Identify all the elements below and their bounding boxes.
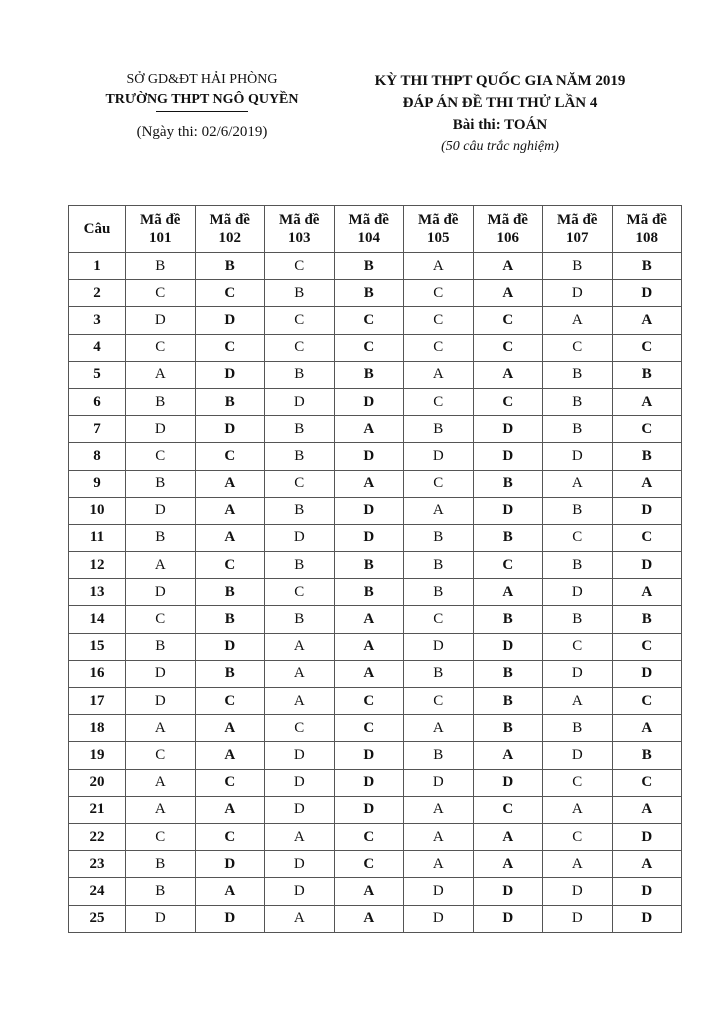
answer-cell: C [334,334,404,361]
answer-cell: A [334,905,404,932]
answer-cell: D [195,361,265,388]
answer-cell: C [543,769,613,796]
question-number: 5 [69,361,126,388]
answer-cell: C [126,823,196,850]
answer-cell: C [404,307,474,334]
answer-cell: A [543,307,613,334]
answer-cell: A [334,633,404,660]
subject: Bài thi: TOÁN [452,117,548,133]
table-row [69,280,682,307]
question-number: 21 [69,796,126,823]
answer-cell: C [265,334,335,361]
answer-cell: B [195,579,265,606]
answer-cell: B [612,253,682,280]
answer-cell: A [126,552,196,579]
answer-cell: B [265,416,335,443]
answer-cell: C [543,633,613,660]
answer-cell: D [195,307,265,334]
answer-cell: A [404,796,474,823]
answer-cell: A [473,851,543,878]
question-number: 2 [69,280,126,307]
answer-cell: D [334,742,404,769]
answer-cell: D [543,660,613,687]
answer-cell: B [543,497,613,524]
answer-cell: A [195,742,265,769]
header-left [92,70,312,141]
answer-cell: D [265,742,335,769]
answer-cell: D [265,878,335,905]
answer-cell: B [265,280,335,307]
answer-cell: B [265,552,335,579]
question-number: 9 [69,470,126,497]
answer-cell: D [543,905,613,932]
answer-cell: B [404,579,474,606]
answer-cell: C [195,280,265,307]
table-row [69,823,682,850]
answer-cell: B [404,742,474,769]
answer-cell: C [195,769,265,796]
question-number: 15 [69,633,126,660]
answer-cell: C [126,606,196,633]
code-column-header: Mã đề 101 [126,206,196,253]
answer-cell: C [612,416,682,443]
answer-cell: D [334,497,404,524]
answer-cell: B [126,878,196,905]
answer-cell: D [195,633,265,660]
answer-cell: A [612,579,682,606]
answer-cell: A [126,796,196,823]
answer-cell: C [612,688,682,715]
table-row [69,715,682,742]
code-column-header: Mã đề 103 [265,206,335,253]
department-name: SỞ GD&ĐT HẢI PHÒNG [126,72,278,87]
table-row [69,660,682,687]
question-number: 13 [69,579,126,606]
table-row [69,470,682,497]
answer-table-body [69,253,682,933]
answer-cell: D [195,416,265,443]
answer-cell: A [543,688,613,715]
table-row [69,552,682,579]
answer-cell: C [612,633,682,660]
code-column-header: Mã đề 104 [334,206,404,253]
answer-cell: A [195,878,265,905]
answer-cell: B [265,361,335,388]
header-right [350,70,650,158]
answer-cell: A [265,905,335,932]
question-count: (50 câu trắc nghiệm) [441,139,559,154]
table-header-row [69,206,682,253]
answer-cell: B [126,524,196,551]
answer-cell: B [473,715,543,742]
answer-cell: B [473,606,543,633]
answer-cell: A [195,470,265,497]
answer-cell: A [473,253,543,280]
table-row [69,524,682,551]
answer-cell: B [543,253,613,280]
code-column-header: Mã đề 106 [473,206,543,253]
answer-cell: B [612,606,682,633]
answer-cell: C [265,253,335,280]
answer-cell: C [265,579,335,606]
answer-cell: A [195,796,265,823]
answer-cell: A [334,470,404,497]
answer-cell: C [543,823,613,850]
answer-cell: C [334,307,404,334]
answer-cell: C [404,470,474,497]
answer-cell: A [404,253,474,280]
answer-cell: B [265,606,335,633]
exam-date: (Ngày thi: 02/6/2019) [136,124,268,140]
answer-cell: A [612,307,682,334]
table-row [69,443,682,470]
answer-cell: A [404,361,474,388]
table-row [69,606,682,633]
table-row [69,688,682,715]
answer-cell: D [195,851,265,878]
answer-cell: C [334,688,404,715]
answer-cell: B [195,388,265,415]
answer-cell: B [543,715,613,742]
answer-cell: D [126,497,196,524]
answer-cell: A [612,388,682,415]
answer-cell: A [404,823,474,850]
answer-cell: B [543,388,613,415]
answer-cell: C [126,280,196,307]
answer-cell: D [265,388,335,415]
question-column-header: Câu [69,206,126,253]
answer-cell: D [612,905,682,932]
answer-cell: C [195,552,265,579]
answer-cell: C [334,851,404,878]
answer-cell: D [612,552,682,579]
answer-cell: B [334,280,404,307]
answer-cell: B [473,660,543,687]
answer-cell: B [126,633,196,660]
answer-cell: C [265,715,335,742]
table-row [69,416,682,443]
code-column-header: Mã đề 107 [543,206,613,253]
answer-cell: A [404,715,474,742]
table-row [69,497,682,524]
answer-cell: B [126,470,196,497]
answer-cell: C [126,742,196,769]
exam-title: KỲ THI THPT QUỐC GIA NĂM 2019 [374,73,626,89]
answer-cell: A [473,579,543,606]
answer-cell: A [404,851,474,878]
answer-cell: C [473,307,543,334]
answer-cell: A [543,851,613,878]
answer-cell: B [334,253,404,280]
question-number: 24 [69,878,126,905]
question-number: 10 [69,497,126,524]
answer-cell: B [473,524,543,551]
answer-cell: A [195,715,265,742]
answer-cell: B [404,416,474,443]
answer-cell: C [195,688,265,715]
question-number: 17 [69,688,126,715]
answer-cell: D [404,905,474,932]
answer-cell: A [265,633,335,660]
answer-cell: D [473,905,543,932]
answer-cell: A [473,361,543,388]
answer-cell: A [612,470,682,497]
answer-cell: A [543,470,613,497]
question-number: 4 [69,334,126,361]
answer-cell: D [126,416,196,443]
answer-cell: D [543,579,613,606]
answer-cell: C [612,524,682,551]
answer-cell: A [265,660,335,687]
answer-cell: C [126,334,196,361]
answer-cell: D [126,688,196,715]
answer-cell: D [126,579,196,606]
answer-cell: D [473,443,543,470]
answer-cell: C [265,470,335,497]
answer-cell: D [473,878,543,905]
answer-cell: A [126,361,196,388]
answer-cell: B [126,253,196,280]
answer-cell: B [404,660,474,687]
answer-cell: D [543,878,613,905]
table-row [69,851,682,878]
answer-cell: B [265,443,335,470]
answer-cell: D [195,905,265,932]
answer-cell: B [543,361,613,388]
answer-cell: C [543,334,613,361]
answer-cell: D [334,769,404,796]
answer-cell: D [612,497,682,524]
answer-cell: C [473,552,543,579]
answer-cell: D [265,796,335,823]
answer-cell: C [612,769,682,796]
table-row [69,742,682,769]
answer-cell: C [473,334,543,361]
answer-cell: A [265,823,335,850]
answer-cell: A [404,497,474,524]
answer-cell: D [612,660,682,687]
answer-cell: B [334,361,404,388]
answer-cell: C [473,796,543,823]
answer-cell: B [543,552,613,579]
answer-cell: B [334,552,404,579]
answer-cell: D [612,280,682,307]
answer-cell: D [265,524,335,551]
question-number: 1 [69,253,126,280]
answer-cell: D [473,769,543,796]
question-number: 11 [69,524,126,551]
question-number: 6 [69,388,126,415]
answer-cell: C [334,715,404,742]
code-column-header: Mã đề 108 [612,206,682,253]
question-number: 16 [69,660,126,687]
table-row [69,633,682,660]
divider [156,111,248,112]
code-column-header: Mã đề 105 [404,206,474,253]
answer-cell: A [543,796,613,823]
answer-cell: B [404,524,474,551]
answer-cell: B [126,851,196,878]
answer-cell: A [334,606,404,633]
question-number: 8 [69,443,126,470]
answer-cell: D [543,742,613,769]
answer-cell: C [612,334,682,361]
answer-cell: A [334,878,404,905]
table-row [69,769,682,796]
answer-cell: C [404,334,474,361]
answer-cell: C [334,823,404,850]
answer-cell: D [126,905,196,932]
table-row [69,361,682,388]
answer-cell: B [126,388,196,415]
answer-cell: D [334,443,404,470]
answer-cell: D [404,633,474,660]
question-number: 19 [69,742,126,769]
answer-cell: D [126,307,196,334]
answer-cell: D [334,796,404,823]
answer-cell: C [404,606,474,633]
answer-cell: B [612,742,682,769]
answer-cell: D [404,443,474,470]
answer-cell: B [195,253,265,280]
answer-cell: C [404,280,474,307]
table-row [69,307,682,334]
table-row [69,579,682,606]
question-number: 18 [69,715,126,742]
answer-cell: A [195,524,265,551]
question-number: 25 [69,905,126,932]
answer-cell: A [612,796,682,823]
question-number: 3 [69,307,126,334]
answer-cell: D [473,497,543,524]
question-number: 12 [69,552,126,579]
table-row [69,796,682,823]
question-number: 14 [69,606,126,633]
answer-cell: B [612,361,682,388]
answer-cell: B [473,470,543,497]
answer-cell: B [543,606,613,633]
table-row [69,388,682,415]
answer-cell: C [543,524,613,551]
answer-cell: D [126,660,196,687]
answer-cell: A [265,688,335,715]
answer-cell: A [473,280,543,307]
table-row [69,878,682,905]
answer-title: ĐÁP ÁN ĐỀ THI THỬ LẦN 4 [402,95,598,111]
answer-cell: D [543,280,613,307]
answer-cell: A [334,660,404,687]
answer-cell: B [473,688,543,715]
answer-cell: D [334,388,404,415]
answer-cell: B [404,552,474,579]
answer-cell: B [543,416,613,443]
answer-cell: D [265,851,335,878]
answer-cell: A [334,416,404,443]
table-row [69,905,682,932]
answer-cell: B [265,497,335,524]
answer-cell: D [404,878,474,905]
answer-cell: A [195,497,265,524]
answer-cell: C [404,688,474,715]
answer-cell: A [126,715,196,742]
question-number: 22 [69,823,126,850]
answer-cell: A [126,769,196,796]
answer-cell: D [404,769,474,796]
question-number: 20 [69,769,126,796]
answer-cell: A [473,742,543,769]
answer-cell: C [195,823,265,850]
answer-cell: C [126,443,196,470]
answer-cell: D [334,524,404,551]
answer-cell: D [612,878,682,905]
code-column-header: Mã đề 102 [195,206,265,253]
question-number: 7 [69,416,126,443]
answer-cell: C [265,307,335,334]
answer-cell: A [612,851,682,878]
answer-cell: C [195,334,265,361]
answer-cell: C [195,443,265,470]
question-number: 23 [69,851,126,878]
answer-cell: D [265,769,335,796]
answer-cell: B [195,660,265,687]
answer-cell: D [612,823,682,850]
answer-cell: A [612,715,682,742]
answer-cell: B [334,579,404,606]
answer-cell: C [473,388,543,415]
table-row [69,334,682,361]
answer-cell: D [543,443,613,470]
answer-cell: D [473,633,543,660]
school-name: TRƯỜNG THPT NGÔ QUYỀN [105,92,299,107]
answer-table [68,205,682,933]
answer-cell: C [404,388,474,415]
answer-cell: B [195,606,265,633]
answer-cell: B [612,443,682,470]
answer-cell: D [473,416,543,443]
table-row [69,253,682,280]
answer-cell: A [473,823,543,850]
